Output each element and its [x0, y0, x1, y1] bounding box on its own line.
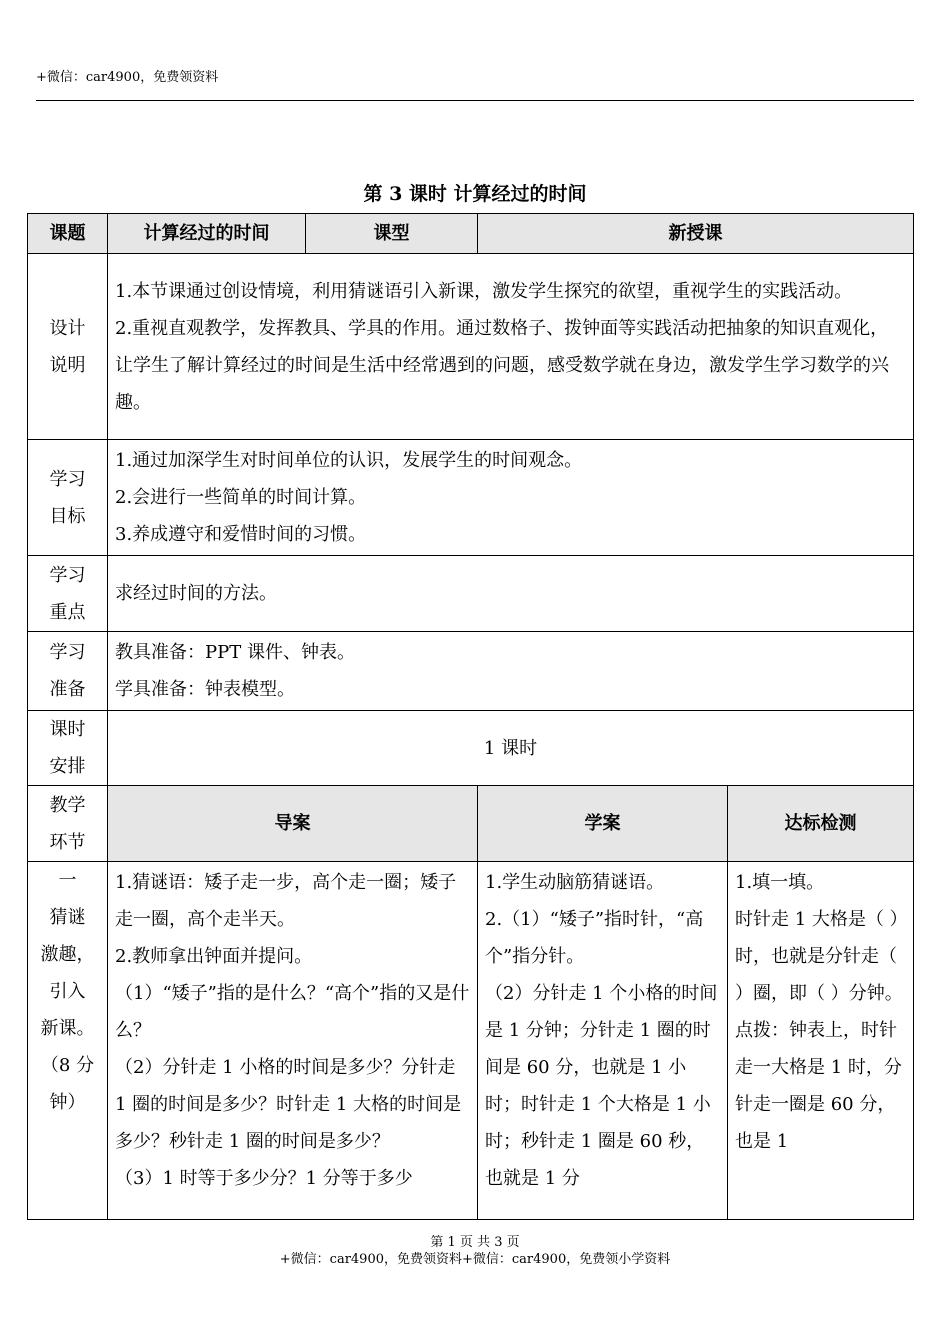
goal-item: 1.通过加深学生对时间单位的认识，发展学生的时间观念。	[115, 450, 583, 471]
page-number: 第 1 页 共 3 页	[430, 1235, 520, 1250]
row-goals	[28, 440, 914, 556]
phase-1-study: 1.学生动脑筋猜谜语。 2.（1）“矮子”指时针，“高个”指分针。 （2）分针走 1 个小格的时间是 1 分钟；分针走 1 圈的时间是 60 分，也就是 1 小时；时针走 1 个大格是 1 小时；秒针走 1 圈是 60 秒，也就是 1 分	[478, 862, 728, 1220]
row-schedule	[28, 711, 914, 786]
row-phase-1	[28, 862, 914, 1220]
label-phase: 教学 环节	[28, 786, 108, 862]
label-goals: 学习 目标	[28, 440, 108, 556]
student-prep: 学具准备：钟表模型。	[115, 679, 295, 700]
header-guide: 导案	[108, 786, 478, 862]
lesson-plan-table	[27, 213, 914, 1220]
prep-text	[108, 632, 914, 711]
phase-1-stage: 一 猜谜 激趣， 引入 新课。 （8 分 钟）	[28, 862, 108, 1220]
topic-value: 计算经过的时间	[108, 214, 306, 254]
label-type: 课型	[306, 214, 478, 254]
label-schedule: 课时 安排	[28, 711, 108, 786]
design-paragraph-2: 2.重视直观教学，发挥教具、学具的作用。通过数格子、拨钟面等实践活动把抽象的知识直观化，让学生了解计算经过的时间是生活中经常遇到的问题，感受数学就在身边，激发学生学习数学的兴趣。	[115, 317, 889, 413]
phase-1-check: 1.填一填。 时针走 1 大格是（ ）时，也就是分针走（ ）圈，即（ ）分钟。 点拨：钟表上，时针走一大格是 1 时，分针走一圈是 60 分，也是 1	[728, 862, 914, 1220]
header-divider	[36, 100, 914, 101]
header-note: +微信：car4900，免费领资料	[36, 70, 219, 85]
schedule-value: 1 课时	[108, 711, 914, 786]
label-topic: 课题	[28, 214, 108, 254]
label-prep: 学习 准备	[28, 632, 108, 711]
row-phase-header	[28, 786, 914, 862]
phase-1-guide: 1.猜谜语：矮子走一步，高个走一圈；矮子走一圈，高个走半天。 2.教师拿出钟面并提问。 （1）“矮子”指的是什么？“高个”指的又是什么？ （2）分针走 1 小格的时间是多少？分针走 1 圈的时间是多少？时针走 1 大格的时间是多少？秒针走 1 圈的时间是多少？ （3）1 时等于多少分？1 分等于多少	[108, 862, 478, 1220]
row-focus	[28, 556, 914, 632]
label-focus: 学习 重点	[28, 556, 108, 632]
teacher-prep: 教具准备：PPT 课件、钟表。	[115, 642, 355, 663]
goals-list	[108, 440, 914, 556]
row-prep	[28, 632, 914, 711]
design-text	[108, 254, 914, 440]
type-value: 新授课	[478, 214, 914, 254]
label-design: 设计 说明	[28, 254, 108, 440]
header-check: 达标检测	[728, 786, 914, 862]
focus-text: 求经过时间的方法。	[108, 556, 914, 632]
row-design	[28, 254, 914, 440]
goal-item: 3.养成遵守和爱惜时间的习惯。	[115, 524, 367, 545]
goal-item: 2.会进行一些简单的时间计算。	[115, 487, 367, 508]
design-paragraph-1: 1.本节课通过创设情境，利用猜谜语引入新课，激发学生探究的欲望，重视学生的实践活动。	[115, 280, 853, 302]
header-study: 学案	[478, 786, 728, 862]
footer-note: +微信：car4900，免费领资料+微信：car4900，免费领小学资料	[279, 1252, 671, 1267]
row-topic	[28, 214, 914, 254]
page-title: 第 3 课时 计算经过的时间	[363, 183, 587, 205]
